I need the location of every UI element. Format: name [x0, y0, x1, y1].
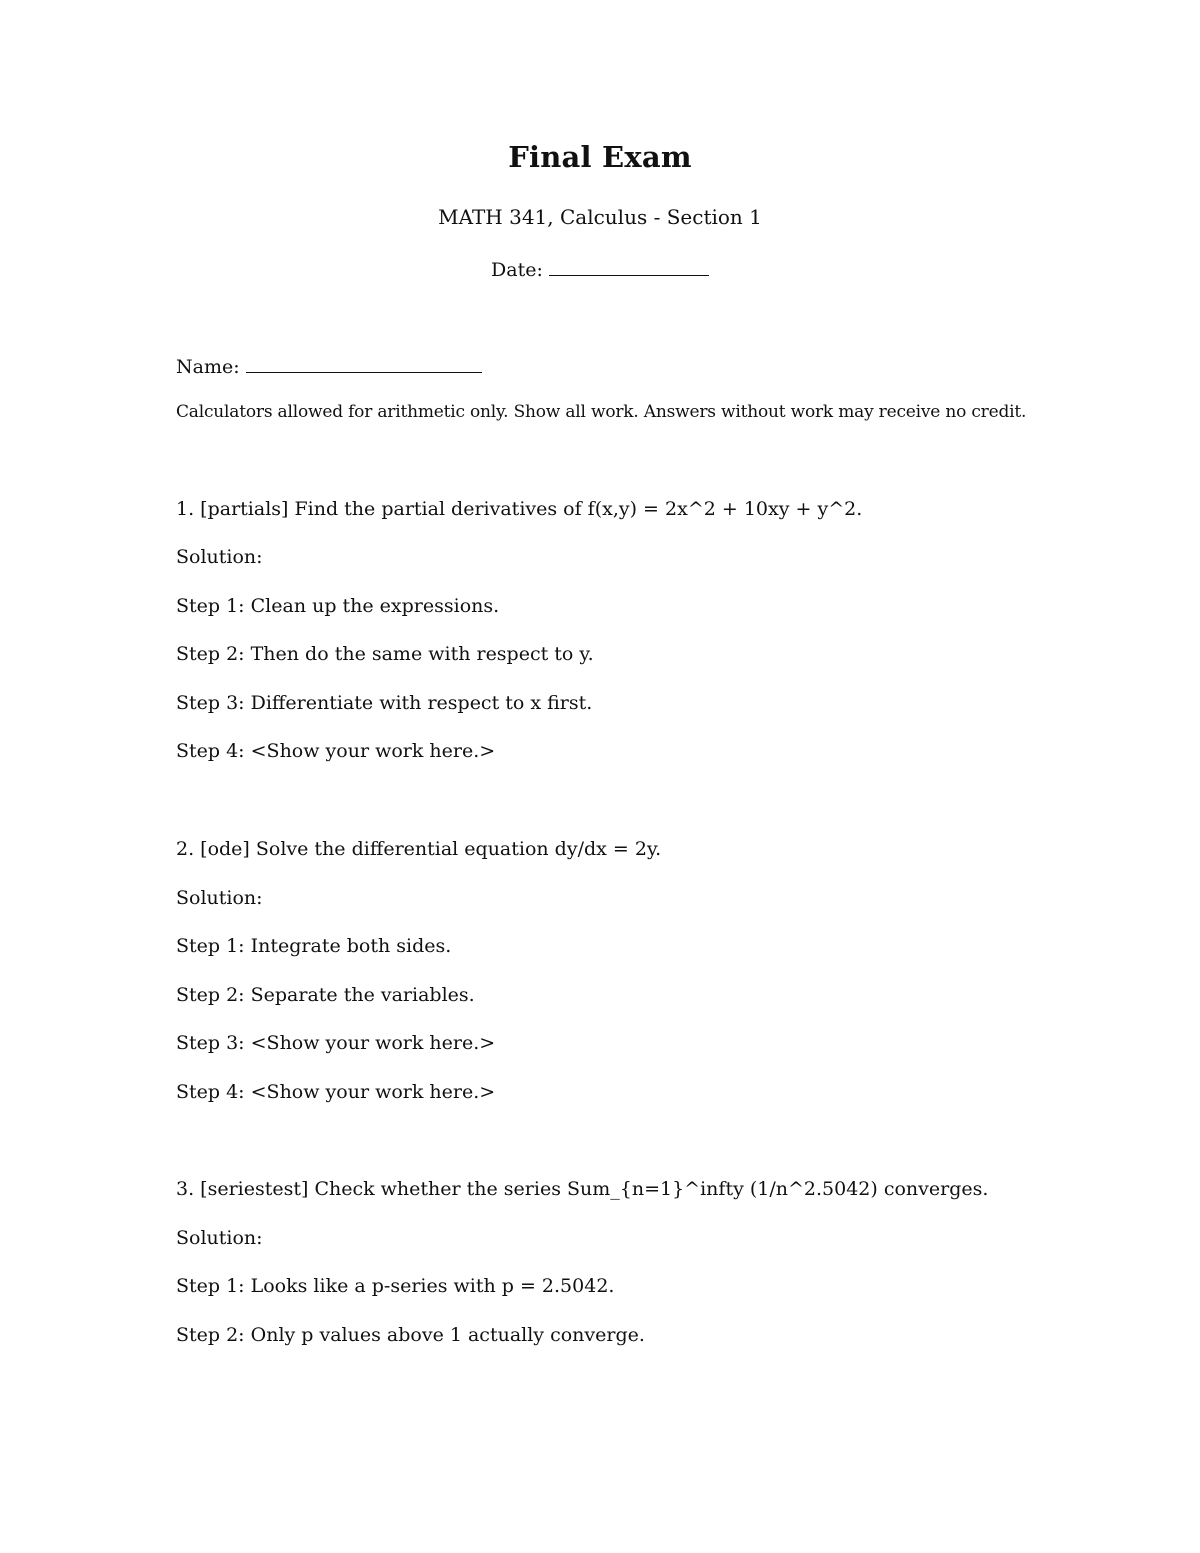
- question-2-step-4: Step 4: <Show your work here.>: [176, 1081, 496, 1103]
- date-field: [0, 257, 1200, 281]
- question-1-step-4: Step 4: <Show your work here.>: [176, 740, 496, 762]
- name-blank: [246, 354, 482, 373]
- name-field: [176, 354, 482, 378]
- question-2-solution-label: Solution:: [176, 887, 263, 909]
- instructions: Calculators allowed for arithmetic only. Show all work. Answers without work may receive no credit.: [176, 402, 1027, 422]
- question-2-step-2: Step 2: Separate the variables.: [176, 984, 475, 1006]
- name-label: Name:: [176, 356, 240, 378]
- date-blank: [549, 257, 709, 276]
- date-label: Date:: [491, 259, 543, 281]
- question-1-step-1: Step 1: Clean up the expressions.: [176, 595, 500, 617]
- question-3-step-1: Step 1: Looks like a p-series with p = 2.5042.: [176, 1275, 615, 1297]
- question-2-prompt: 2. [ode] Solve the differential equation dy/dx = 2y.: [176, 838, 662, 860]
- question-2-step-3: Step 3: <Show your work here.>: [176, 1032, 496, 1054]
- page-title: Final Exam: [508, 140, 692, 174]
- question-1-step-3: Step 3: Differentiate with respect to x first.: [176, 692, 593, 714]
- question-1-solution-label: Solution:: [176, 546, 263, 568]
- question-3-step-2: Step 2: Only p values above 1 actually converge.: [176, 1324, 645, 1346]
- question-2-step-1: Step 1: Integrate both sides.: [176, 935, 452, 957]
- question-1-prompt: 1. [partials] Find the partial derivatives of f(x,y) = 2x^2 + 10xy + y^2.: [176, 498, 863, 520]
- course-subtitle: MATH 341, Calculus - Section 1: [438, 205, 762, 229]
- question-1-step-2: Step 2: Then do the same with respect to y.: [176, 643, 594, 665]
- question-3-solution-label: Solution:: [176, 1227, 263, 1249]
- question-3-prompt: 3. [seriestest] Check whether the series Sum_{n=1}^infty (1/n^2.5042) converges.: [176, 1178, 989, 1200]
